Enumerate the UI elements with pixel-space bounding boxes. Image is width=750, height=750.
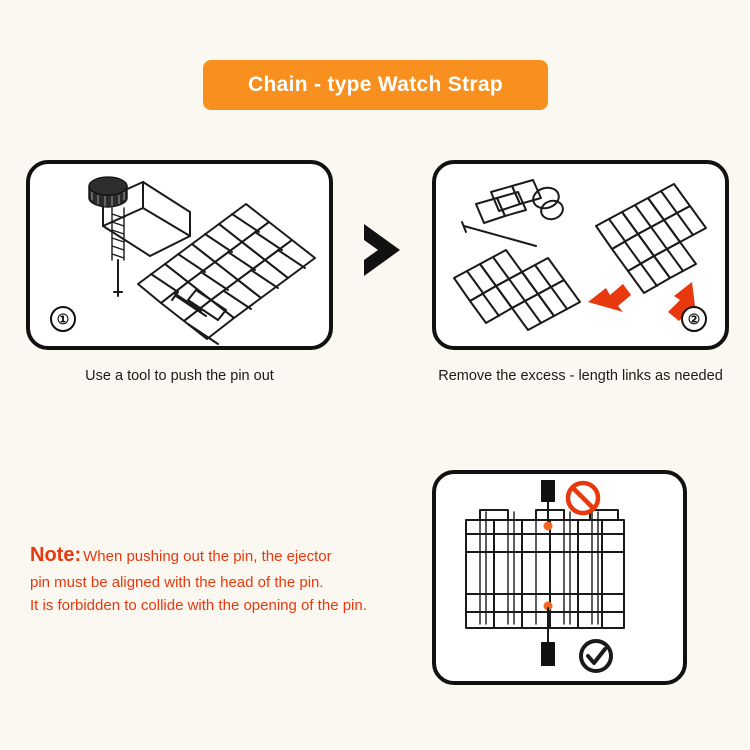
step-1-badge: ①	[50, 306, 76, 332]
check-circle-icon	[581, 641, 611, 671]
detail-panel	[432, 470, 687, 685]
page-title-banner	[203, 60, 548, 110]
note-line-3: It is forbidden to collide with the opening of the pin.	[30, 597, 367, 615]
step-2-badge: ②	[681, 306, 707, 332]
note-line-1: When pushing out the pin, the ejector	[83, 548, 332, 565]
step-1-caption: Use a tool to push the pin out	[85, 368, 274, 384]
step-2-panel	[432, 160, 729, 350]
note-line-2: pin must be aligned with the head of the pin.	[30, 574, 324, 591]
red-arrow-left-icon	[588, 284, 631, 312]
note-block	[30, 540, 410, 618]
step-2-caption: Remove the excess - length links as needed	[438, 368, 723, 384]
note-label: Note:	[30, 544, 82, 566]
chevron-right-icon	[358, 222, 406, 278]
page-title: Chain - type Watch Strap	[248, 73, 503, 96]
step-1-panel	[26, 160, 333, 350]
pin-alignment-detail-illustration	[436, 474, 683, 681]
incorrect-ejector	[541, 480, 555, 531]
prohibition-icon	[568, 483, 598, 513]
